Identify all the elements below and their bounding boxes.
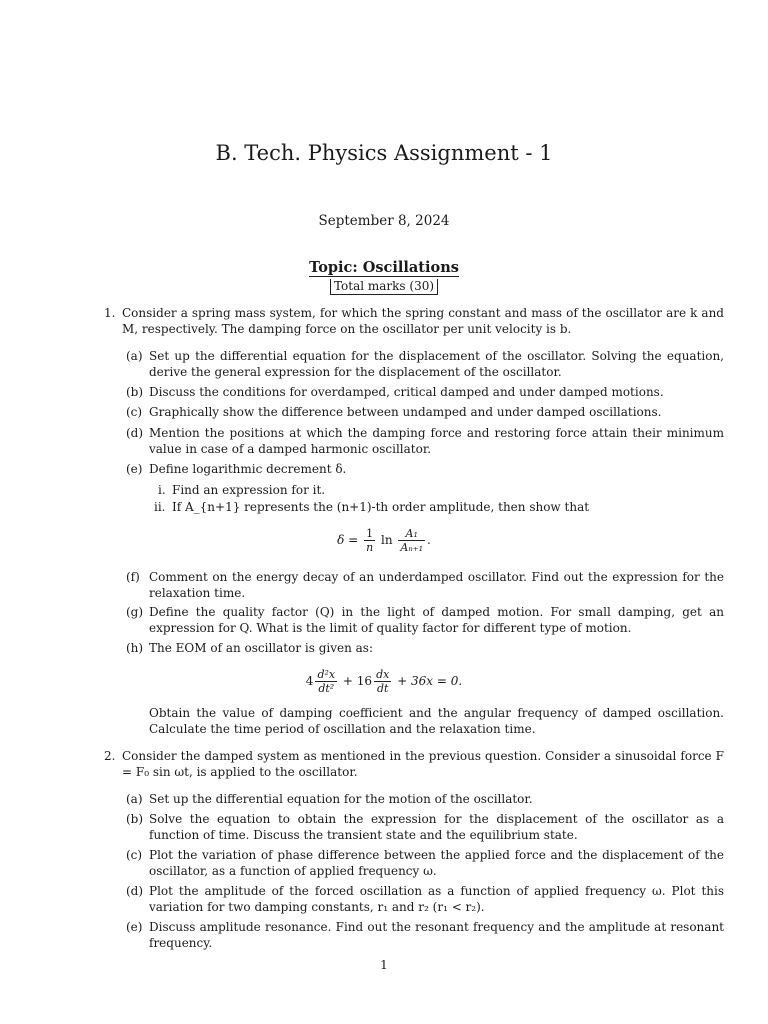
q2-part-d <box>126 884 724 915</box>
part-label: (d) <box>126 426 144 440</box>
part-text: Define logarithmic decrement δ. <box>149 462 347 476</box>
eom-equation <box>0 668 768 695</box>
denominator: dt <box>376 682 389 695</box>
question-1 <box>104 306 724 337</box>
part-label: (c) <box>126 405 143 419</box>
fraction-first-derivative <box>374 668 391 695</box>
question-text: Consider a spring mass system, for which the spring constant and mass of the oscillator are k and M, respectively. The damping force on the oscillator per unit velocity is b. <box>122 306 724 336</box>
part-text: The EOM of an oscillator is given as: <box>149 641 374 655</box>
denominator: n <box>366 541 374 554</box>
eq-lhs: δ = <box>337 533 359 547</box>
part-text: Solve the equation to obtain the expression for the displacement of the oscillator as a function of time. Discuss the transient state and the equilibrium state. <box>149 812 724 842</box>
part-text: Graphically show the difference between undamped and under damped oscillations. <box>149 405 662 419</box>
fraction-1-over-n <box>364 527 375 554</box>
part-label: (b) <box>126 385 144 399</box>
total-marks-text: Total marks (30) <box>330 279 438 295</box>
question-number: 1. <box>104 306 116 320</box>
numerator: A₁ <box>398 527 425 541</box>
item-label: ii. <box>154 500 166 514</box>
part-label: (h) <box>126 641 144 655</box>
q1-part-b <box>126 385 724 401</box>
part-text: Plot the variation of phase difference between the applied force and the displacement of the oscillator, as a function of applied frequency ω. <box>149 848 724 878</box>
q1-part-e <box>126 462 724 478</box>
part-text: Discuss amplitude resonance. Find out the resonant frequency and the amplitude at resonant frequency. <box>149 920 724 950</box>
q1-part-g <box>126 605 724 636</box>
eq-rest: + 36x = 0. <box>397 674 463 688</box>
part-label: (a) <box>126 792 143 806</box>
q1-e-item-ii <box>154 500 714 516</box>
q2-part-e <box>126 920 724 951</box>
question-text: Consider the damped system as mentioned in the previous question. Consider a sinusoidal force F = F₀ sin ωt, is applied to the oscillator. <box>122 749 724 779</box>
q2-part-a <box>126 792 724 808</box>
page-number: 1 <box>380 958 388 972</box>
document-date: September 8, 2024 <box>318 213 450 229</box>
item-label: i. <box>158 483 166 497</box>
denominator: Aₙ₊₁ <box>400 541 424 554</box>
eq-end: . <box>427 533 431 547</box>
numerator: dx <box>376 668 390 681</box>
part-text: Mention the positions at which the damping force and restoring force attain their minimum value in case of a damped harmonic oscillator. <box>149 426 724 456</box>
numerator: 1 <box>364 527 375 541</box>
question-number: 2. <box>104 749 116 763</box>
part-label: (c) <box>126 848 143 862</box>
part-label: (b) <box>126 812 144 826</box>
part-label: (d) <box>126 884 144 898</box>
part-text: Discuss the conditions for overdamped, critical damped and under damped motions. <box>149 385 664 399</box>
total-marks <box>0 279 768 295</box>
ln-operator: ln <box>380 533 393 547</box>
fraction-second-derivative <box>315 668 337 695</box>
part-text: Define the quality factor (Q) in the light of damped motion. For small damping, get an expression for Q. What is the limit of quality factor for different type of motion. <box>149 605 724 635</box>
q1-h-followup: Obtain the value of damping coefficient and the angular frequency of damped oscillation. Calculate the time period of oscillation and the relaxation time. <box>149 706 724 736</box>
topic-heading <box>0 260 768 276</box>
part-label: (e) <box>126 462 143 476</box>
part-text: Comment on the energy decay of an underdamped oscillator. Find out the expression for the relaxation time. <box>149 570 724 600</box>
part-text: Set up the differential equation for the displacement of the oscillator. Solving the equation, derive the general expression for the displacement of the oscillator. <box>149 349 724 379</box>
question-2 <box>104 749 724 780</box>
part-text: Plot the amplitude of the forced oscillation as a function of applied frequency ω. Plot this variation for two damping constants, r₁ and r₂ (r₁ < r₂). <box>149 884 724 914</box>
numerator: d²x <box>317 668 336 681</box>
q1-part-f <box>126 570 724 601</box>
topic-text: Topic: Oscillations <box>309 259 459 276</box>
q1-part-a <box>126 349 724 380</box>
log-decrement-equation <box>0 527 768 554</box>
part-text: Set up the differential equation for the motion of the oscillator. <box>149 792 533 806</box>
fraction-amplitudes <box>398 527 425 554</box>
q2-part-b <box>126 812 724 843</box>
q1-e-item-i <box>154 483 714 499</box>
item-text: If A_{n+1} represents the (n+1)-th order amplitude, then show that <box>172 500 590 514</box>
item-text: Find an expression for it. <box>172 483 326 497</box>
part-label: (e) <box>126 920 143 934</box>
q2-part-c <box>126 848 724 879</box>
plus-16: + 16 <box>342 674 373 688</box>
part-label: (a) <box>126 349 143 363</box>
part-label: (g) <box>126 605 144 619</box>
q1-part-d <box>126 426 724 457</box>
coef-4: 4 <box>305 674 314 688</box>
q1-part-h <box>126 641 724 657</box>
document-title: B. Tech. Physics Assignment - 1 <box>215 141 553 165</box>
denominator: dt² <box>318 682 335 695</box>
q1-part-c <box>126 405 724 421</box>
part-label: (f) <box>126 570 140 584</box>
